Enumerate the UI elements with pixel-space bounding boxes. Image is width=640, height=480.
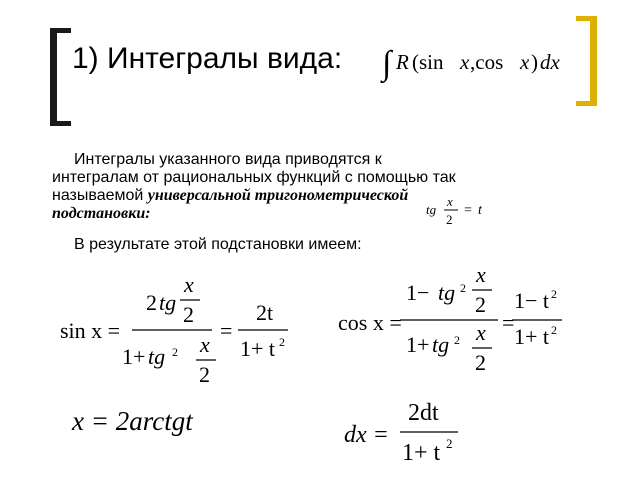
sin-rhs-sq: 2: [279, 335, 285, 349]
cos-den-x: x: [476, 320, 486, 345]
left-bracket-decoration: [50, 28, 71, 126]
cos-den-two: 2: [475, 350, 486, 375]
cos-num-x: x: [476, 264, 486, 287]
cos-num-one-minus: 1−: [406, 280, 430, 305]
slide-title: 1) Интегралы вида:: [72, 42, 343, 75]
title-formula-x2: x: [520, 50, 530, 74]
sin-num-x: x: [184, 272, 194, 297]
cos-rhs-num: 1− t: [514, 288, 550, 313]
formula-sin: [60, 272, 310, 392]
formula-dx: [340, 392, 480, 470]
cos-rhs-num-sq: 2: [551, 287, 557, 301]
sin-den-one-plus: 1+: [122, 344, 146, 369]
cos-num-two: 2: [475, 292, 486, 317]
dx-den: 1+ t: [402, 440, 441, 466]
cos-eq: =: [502, 310, 515, 335]
title-formula: [380, 38, 580, 84]
sin-den-sq: 2: [172, 345, 178, 359]
cos-den-one-plus: 1+: [406, 332, 430, 357]
integral-sign: ∫: [382, 45, 392, 82]
sin-den-tg: tg: [148, 344, 166, 369]
formula-cos: [338, 264, 568, 384]
title-formula-close: ): [531, 50, 538, 74]
cos-den-sq: 2: [454, 333, 460, 347]
dx-den-sq: 2: [446, 436, 453, 451]
emphasis-universal-substitution: универсальной тригонометрической: [147, 187, 409, 204]
formula-x-arctg: x = 2arctgt: [72, 406, 193, 436]
sin-den-two: 2: [199, 362, 210, 387]
sub-x: x: [447, 194, 453, 209]
emphasis-substitution-word: подстановки:: [52, 205, 151, 222]
sub-tg: tg: [426, 202, 437, 217]
sin-den-x: x: [200, 332, 210, 357]
cos-num-sq: 2: [460, 281, 466, 295]
title-formula-x1: x: [460, 50, 470, 74]
paragraph-line-3-prefix: называемой: [52, 187, 148, 204]
paragraph-line-2: интегралам от рациональных функций с помощью так: [52, 169, 456, 186]
paragraph-line-1: Интегралы указанного вида приводятся к: [74, 151, 382, 168]
sin-lhs: sin x =: [60, 318, 121, 343]
paragraph-line-3: [52, 187, 408, 205]
dx-num: 2dt: [408, 400, 439, 426]
result-line: В результате этой подстановки имеем:: [74, 236, 362, 253]
cos-den-tg: tg: [432, 332, 450, 357]
cos-rhs-den: 1+ t: [514, 324, 550, 349]
title-formula-cos: ,cos: [470, 50, 504, 74]
sub-eq: =: [464, 203, 472, 218]
title-formula-r: R: [396, 50, 409, 74]
sin-rhs-num: 2t: [256, 300, 274, 325]
cos-num-tg: tg: [438, 280, 456, 305]
cos-lhs: cos x =: [338, 310, 402, 335]
substitution-formula: [426, 194, 526, 230]
cos-rhs-den-sq: 2: [551, 323, 557, 337]
sub-two: 2: [446, 212, 453, 227]
title-formula-sin: (sin: [412, 50, 444, 74]
sin-rhs-den: 1+ t: [240, 336, 276, 361]
title-formula-dx: dx: [540, 50, 560, 74]
sin-eq: =: [220, 318, 233, 343]
sin-num-two: 2: [183, 302, 194, 327]
sin-num-tg: tg: [159, 290, 177, 315]
sub-t: t: [478, 203, 482, 218]
sin-num-coef: 2: [146, 290, 157, 315]
dx-lhs: dx =: [344, 422, 389, 448]
